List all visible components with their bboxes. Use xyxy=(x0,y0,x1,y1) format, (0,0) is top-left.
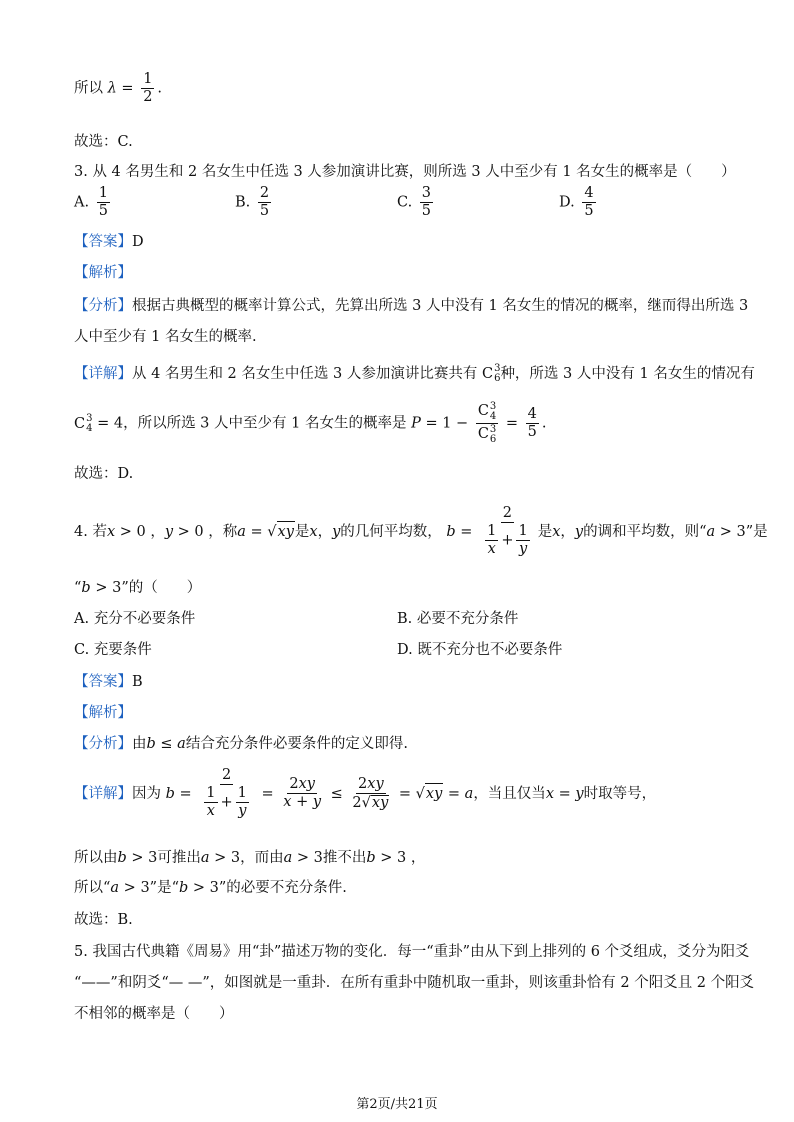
q3-answer: 【答案】D xyxy=(74,234,144,250)
q3-option-a: A. $\frac{1}{5}$ xyxy=(74,185,108,220)
q4-option-b: B. 必要不充分条件 xyxy=(397,611,519,627)
q5-line2: “——”和阴爻“— —”，如图就是一重卦．在所有重卦中随机取一重卦，则该重卦恰有 2 个阳爻且 2 个阳爻 xyxy=(74,975,755,991)
q4-analysis-tag: 【解析】 xyxy=(74,705,132,721)
q3-fenxi-line1: 【分析】根据古典概型的概率计算公式，先算出所选 3 人中没有 1 名女生的情况的概率，继而得出所选 3 xyxy=(74,298,749,314)
q4-stem-line2: “b > 3”的（ ） xyxy=(74,580,202,596)
page-footer: 第2页/共21页 xyxy=(356,1097,438,1112)
q3-option-d: D. $\frac{4}{5}$ xyxy=(559,185,594,220)
q4-choose: 故选：B. xyxy=(74,912,133,928)
q3-detail-line2: C 3 4 = 4，所以所选 3 人中至少有 1 名女生的概率是 P = 1 − C 3 4 C 3 6 = $\frac{4}{5}$ . xyxy=(74,401,547,445)
q5-line1: 5. 我国古代典籍《周易》用“卦”描述万物的变化．每一“重卦”由从下到上排列的 6 个爻组成，爻分为阳爻 xyxy=(74,944,750,960)
q4-detail: 【详解】因为 b = 2 $\frac{1}{x}$ + $\frac{1}{y}$ = $\frac{2xy}{x + y}$ ≤ 2xy 2√ xy = √ xy = a，当且仅当x = y时取等号， xyxy=(74,767,657,820)
choose-c: 故选：C. xyxy=(74,134,133,150)
q3-option-b: B. $\frac{2}{5}$ xyxy=(235,185,270,220)
lambda-fraction: $\frac{1}{2}$ xyxy=(143,71,153,106)
q3-stem: 3. 从 4 名男生和 2 名女生中任选 3 人参加演讲比赛，则所选 3 人中至少有 1 名女生的概率是（ ） xyxy=(74,164,736,180)
q4-option-c: C. 充要条件 xyxy=(74,642,152,658)
q5-line3: 不相邻的概率是（ ） xyxy=(74,1006,234,1022)
q3-option-c: C. $\frac{3}{5}$ xyxy=(397,185,432,220)
q4-option-d: D. 既不充分也不必要条件 xyxy=(397,642,563,658)
q4-stem-line1: 4. 若x > 0 ，y > 0 ，称a = √ xy 是x，y的几何平均数， b = 2 $\frac{1}{x}$ + $\frac{1}{y}$ 是x，y的调和平均数，则“a > 3”是 xyxy=(74,505,768,558)
q4-line-deduce: 所以由b > 3可推出a > 3，而由a > 3推不出b > 3 ， xyxy=(74,850,426,866)
q4-option-a: A. 充分不必要条件 xyxy=(74,611,196,627)
lambda-line: 所以 λ = $\frac{1}{2}$ . xyxy=(74,71,163,106)
q3-detail-line1: 【详解】从 4 名男生和 2 名女生中任选 3 人参加演讲比赛共有 C 3 6 种，所选 3 人中没有 1 名女生的情况有 xyxy=(74,363,755,385)
q4-fenxi: 【分析】由b ≤ a结合充分条件必要条件的定义即得. xyxy=(74,736,408,752)
q3-choose: 故选：D. xyxy=(74,466,134,482)
so-prefix: 所以 xyxy=(74,80,103,97)
q3-fenxi-line2: 人中至少有 1 名女生的概率. xyxy=(74,329,257,345)
q3-analysis-tag: 【解析】 xyxy=(74,265,132,281)
q4-answer: 【答案】B xyxy=(74,674,143,690)
q4-line-conclusion: 所以“a > 3”是“b > 3”的必要不充分条件. xyxy=(74,880,347,896)
